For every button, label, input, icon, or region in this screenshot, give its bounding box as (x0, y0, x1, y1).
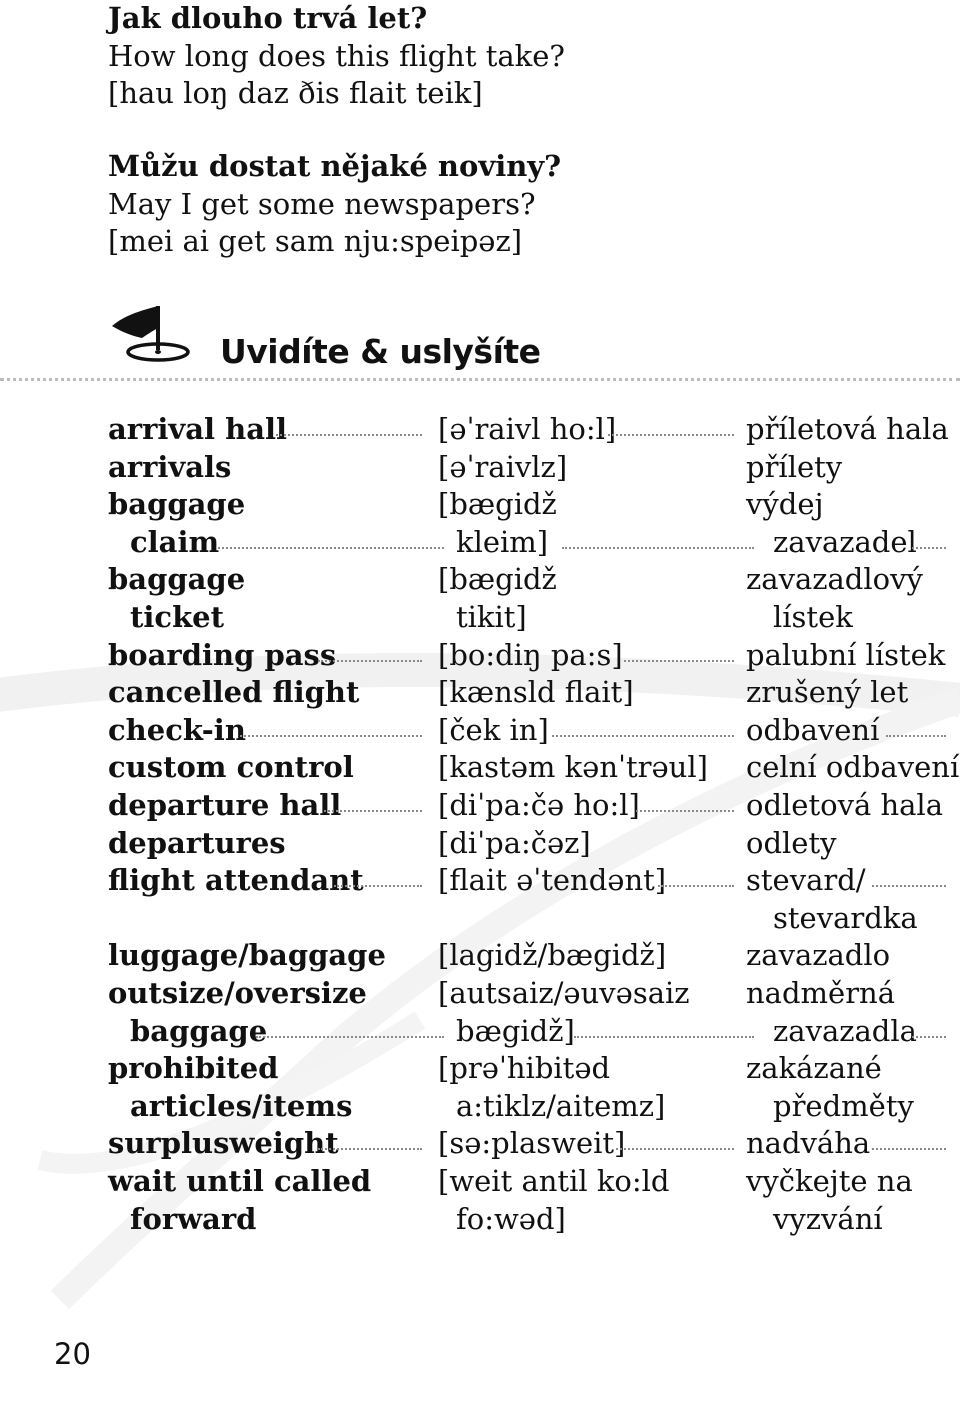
vocab-english: luggage/baggage (108, 938, 386, 973)
vocab-czech: přílety (746, 449, 843, 484)
vocab-row (0, 411, 960, 449)
leader-dots (872, 1148, 946, 1150)
vocab-pronunciation: [prəˈhibitəd (438, 1051, 611, 1086)
vocab-row (0, 637, 960, 675)
vocab-row (0, 1088, 960, 1126)
leader-dots (886, 735, 946, 737)
vocab-czech: vyzvání (773, 1201, 883, 1236)
leader-dots (616, 1148, 734, 1150)
vocab-english: wait until called (108, 1164, 372, 1198)
phrase-block-newspapers (108, 148, 561, 261)
vocab-row (0, 787, 960, 825)
vocab-czech: vyčkejte na (746, 1164, 913, 1198)
vocab-row (0, 561, 960, 599)
phrase-english: How long does this flight take? (108, 38, 565, 73)
vocab-row (0, 524, 960, 562)
vocab-row (0, 1013, 960, 1051)
vocab-row (0, 599, 960, 637)
vocab-english: check-in (108, 712, 246, 747)
vocab-english: articles/items (130, 1088, 353, 1123)
vocab-english: baggage (108, 562, 246, 597)
vocab-pronunciation: [diˈpa:čəz] (438, 825, 591, 860)
vocab-row (0, 862, 960, 900)
vocab-czech: zavazadlový (746, 562, 923, 597)
vocab-pronunciation: [autsaiz/əuvəsaiz (438, 976, 690, 1010)
vocab-czech: zakázané (746, 1051, 882, 1086)
phrase-czech: Jak dlouho trvá let? (108, 1, 428, 35)
leader-dots (608, 434, 734, 436)
vocab-pronunciation: [diˈpa:čə ho:l] (438, 788, 640, 822)
vocab-row (0, 674, 960, 712)
section-divider (0, 378, 960, 381)
leader-dots (256, 1036, 444, 1038)
leader-dots (324, 810, 422, 812)
vocab-row (0, 975, 960, 1013)
vocab-pronunciation: [əˈraivlz] (438, 449, 568, 484)
vocab-row (0, 712, 960, 750)
vocab-czech: odletová hala (746, 788, 943, 822)
vocab-row (0, 486, 960, 524)
phrase-pronunciation: [hau loŋ daz ðis flait teik] (108, 76, 483, 110)
vocab-pronunciation: bægidž] (456, 1013, 575, 1048)
vocab-english: cancelled flight (108, 675, 360, 710)
vocab-english: baggage (130, 1013, 268, 1048)
vocab-czech: odlety (746, 825, 837, 860)
vocab-english: claim (130, 524, 220, 559)
vocab-pronunciation: [ček in] (438, 712, 549, 747)
phrase-pronunciation: [mei ai get sam nju:speipəz] (108, 224, 523, 258)
leader-dots (318, 1148, 422, 1150)
vocab-english: departure hall (108, 788, 342, 822)
leader-dots (912, 547, 946, 549)
vocab-row (0, 1163, 960, 1201)
vocab-pronunciation: [bægidž (438, 562, 557, 597)
vocab-czech: celní odbavení (746, 750, 960, 785)
vocab-row (0, 825, 960, 863)
vocab-pronunciation: a:tiklz/aitemz] (456, 1088, 666, 1123)
vocab-pronunciation: [bo:diŋ pa:s] (438, 637, 623, 672)
vocab-czech: výdej (746, 487, 824, 522)
vocab-row (0, 1050, 960, 1088)
vocab-czech: zavazadla (773, 1013, 917, 1048)
section-title: Uvidíte & uslyšíte (220, 332, 541, 371)
vocab-czech: předměty (773, 1088, 914, 1123)
leader-dots (318, 660, 422, 662)
vocab-english: custom control (108, 750, 354, 785)
vocab-english: ticket (130, 600, 225, 634)
leader-dots (562, 547, 754, 549)
vocab-english: arrival hall (108, 412, 288, 446)
vocab-pronunciation: [əˈraivl ho:l] (438, 412, 617, 446)
vocab-czech: zrušený let (746, 675, 909, 710)
phrase-english: May I get some newspapers? (108, 186, 536, 221)
vocab-czech: nadváha (746, 1126, 871, 1161)
vocab-english: flight attendant (108, 863, 364, 898)
leader-dots (240, 735, 422, 737)
vocab-pronunciation: [bægidž (438, 487, 557, 522)
leader-dots (624, 660, 734, 662)
vocab-english: baggage (108, 487, 246, 522)
vocab-pronunciation: tikit] (456, 600, 527, 634)
vocab-czech: zavazadel (773, 524, 917, 559)
vocab-english: forward (130, 1201, 257, 1236)
vocab-czech: odbavení (746, 712, 880, 747)
vocab-english: arrivals (108, 449, 232, 484)
leader-dots (658, 885, 734, 887)
vocab-row (0, 749, 960, 787)
vocab-czech: stevardka (773, 900, 918, 935)
leader-dots (276, 434, 422, 436)
vocab-pronunciation: [sə:plasweit] (438, 1126, 626, 1161)
vocab-pronunciation: [weit antil ko:ld (438, 1164, 670, 1198)
vocab-pronunciation: [kænsld flait] (438, 675, 634, 710)
vocab-czech: palubní lístek (746, 637, 946, 672)
vocab-czech: nadměrná (746, 976, 896, 1010)
vocab-english: surplusweight (108, 1126, 339, 1161)
page-number: 20 (54, 1337, 91, 1371)
leader-dots (218, 547, 444, 549)
leader-dots (552, 735, 734, 737)
vocab-row (0, 449, 960, 487)
vocab-english: outsize/oversize (108, 976, 367, 1010)
vocab-pronunciation: [flait əˈtendənt] (438, 863, 667, 898)
vocab-czech: lístek (773, 600, 853, 634)
leader-dots (636, 810, 734, 812)
vocab-row (0, 900, 960, 938)
vocab-english: departures (108, 825, 286, 860)
leader-dots (912, 1036, 946, 1038)
vocab-pronunciation: fo:wəd] (456, 1201, 566, 1236)
leader-dots (574, 1036, 754, 1038)
vocab-english: boarding pass (108, 637, 337, 672)
vocab-czech: příletová hala (746, 412, 949, 446)
vocab-pronunciation: kleim] (456, 524, 549, 559)
golf-flag-icon (108, 304, 194, 366)
vocab-row (0, 937, 960, 975)
vocab-english: prohibited (108, 1051, 279, 1086)
vocab-czech: stevard/ (746, 863, 866, 898)
vocab-row (0, 1125, 960, 1163)
phrase-block-flight-duration (108, 0, 565, 113)
leader-dots (334, 885, 422, 887)
vocab-pronunciation: [lagidž/bægidž] (438, 938, 667, 973)
phrase-czech: Můžu dostat nějaké noviny? (108, 149, 562, 183)
leader-dots (872, 885, 946, 887)
vocab-pronunciation: [kastəm kənˈtrəul] (438, 750, 708, 785)
vocab-row (0, 1201, 960, 1239)
vocab-czech: zavazadlo (746, 938, 891, 973)
